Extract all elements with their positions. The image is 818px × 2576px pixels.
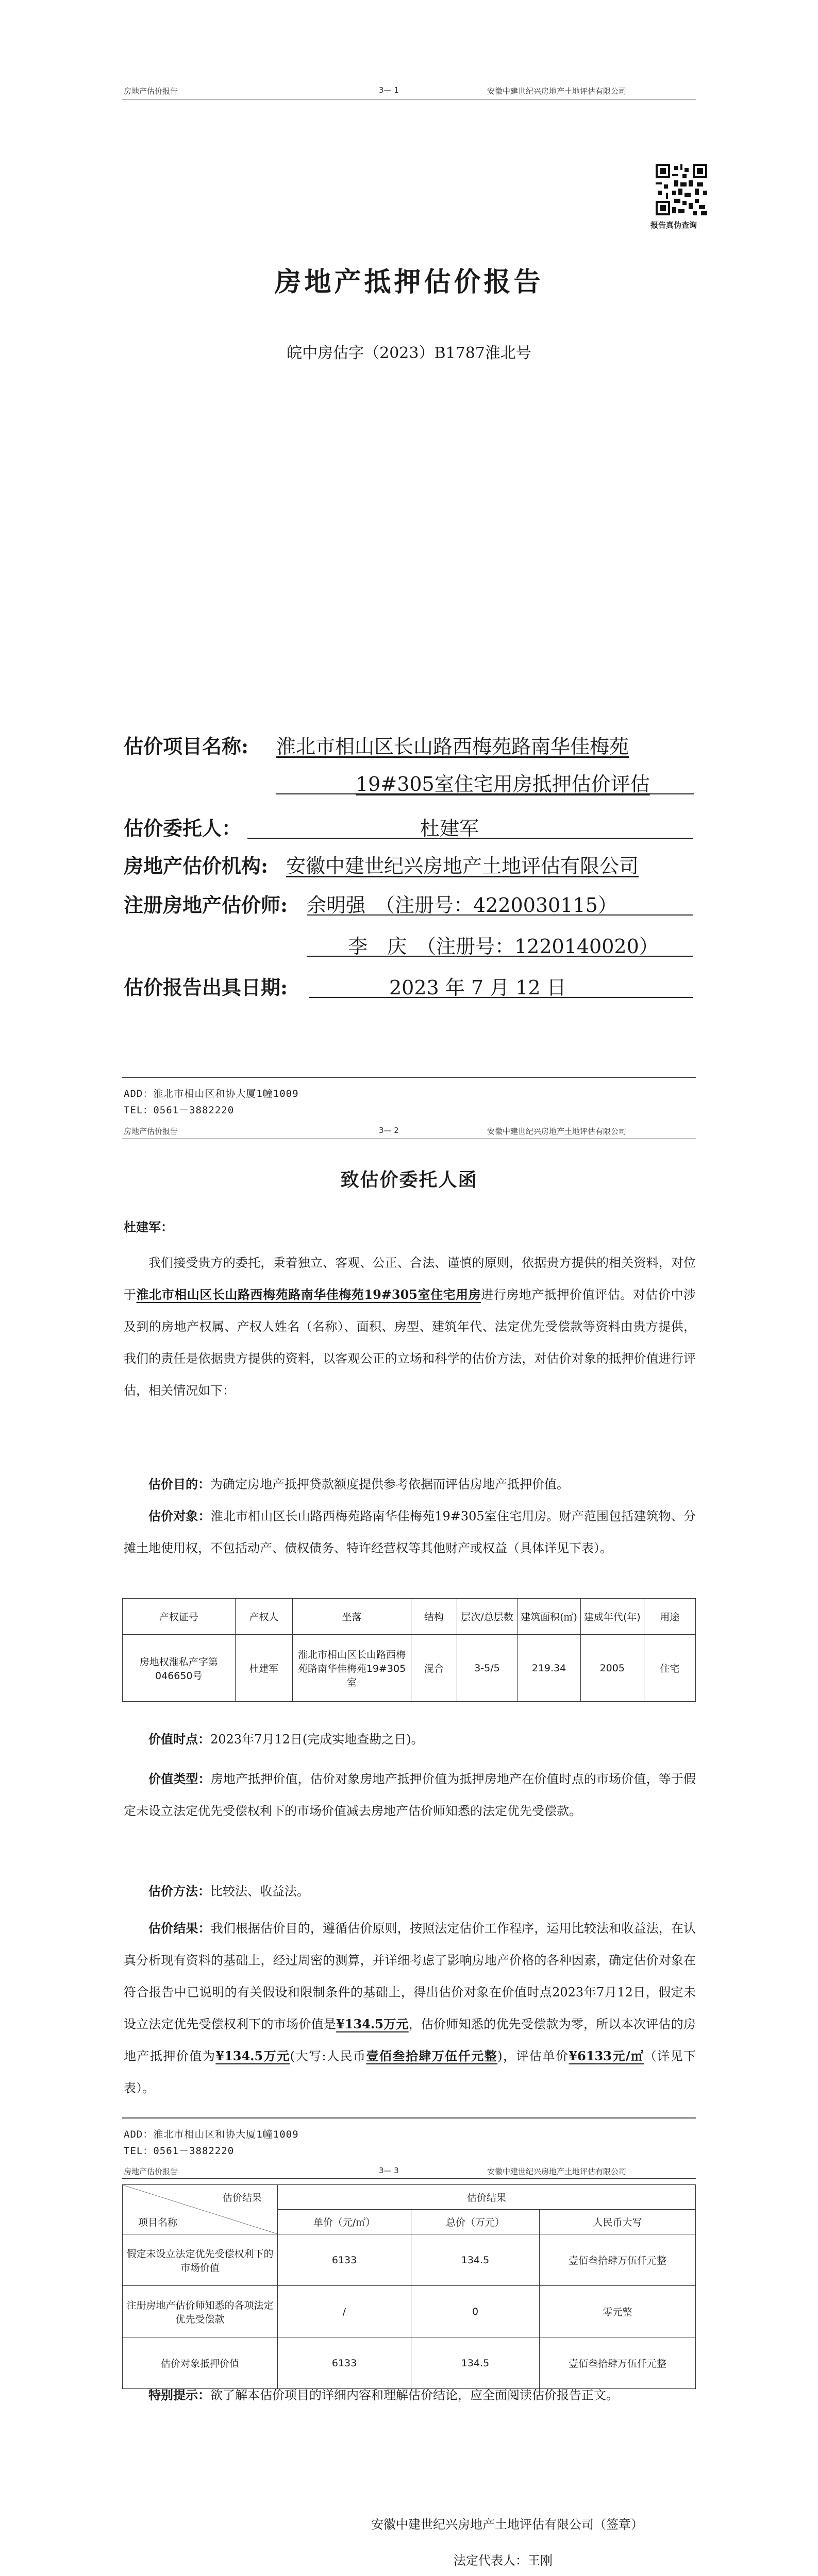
value-date-paragraph: 价值时点：2023年7月12日(完成实地查勘之日)。 <box>148 1732 424 1747</box>
method-paragraph: 估价方法：比较法、收益法。 <box>148 1884 309 1899</box>
page1-footer-rule <box>122 1077 696 1078</box>
row-total: 134.5 <box>411 2337 540 2389</box>
client-value: 杜建军 <box>420 817 479 840</box>
page2-footer-rule <box>122 2117 696 2119</box>
report-date-underline <box>309 997 693 998</box>
row-chinese: 零元整 <box>540 2286 696 2337</box>
th-year: 建成年代(年) <box>580 1599 644 1635</box>
page2-footer-tel: TEL：0561－3882220 <box>124 2145 235 2157</box>
row-unit: 6133 <box>278 2337 411 2389</box>
page3-header-page: 3— 3 <box>379 2166 399 2175</box>
row-chinese: 壹佰叁拾肆万伍仟元整 <box>540 2337 696 2389</box>
row-name: 估价对象抵押价值 <box>123 2337 278 2389</box>
page1-footer-tel: TEL：0561－3882220 <box>124 1105 235 1116</box>
report-date-label: 估价报告出具日期: <box>124 976 288 999</box>
th-structure: 结构 <box>411 1599 457 1635</box>
qr-caption: 报告真伪查询 <box>650 221 697 230</box>
page2-header-right: 安徽中建世纪兴房地产土地评估有限公司 <box>487 1127 627 1136</box>
th-area: 建筑面积(㎡) <box>517 1599 581 1635</box>
diagonal-bottom-label: 项目名称 <box>138 2217 178 2228</box>
row-unit: / <box>278 2286 411 2337</box>
appraiser-1: 余明强 （注册号：4220030115） <box>307 894 617 917</box>
diagonal-header-cell <box>123 2185 278 2234</box>
client-underline <box>247 838 693 839</box>
th-use: 用途 <box>644 1599 695 1635</box>
th-location: 坐落 <box>293 1599 411 1635</box>
th-floors: 层次/总层数 <box>457 1599 517 1635</box>
letter-salutation: 杜建军： <box>124 1219 173 1234</box>
appraiser-label: 注册房地产估价师: <box>124 893 288 917</box>
page1-header-right: 安徽中建世纪兴房地产土地评估有限公司 <box>487 87 627 96</box>
letter-heading: 致估价委托人函 <box>340 1169 478 1191</box>
appraiser-2: 李 庆 （注册号：1220140020） <box>348 935 659 958</box>
row-total: 134.5 <box>411 2234 540 2286</box>
cell-cert: 房地权淮私产字第046650号 <box>123 1635 236 1702</box>
company-signature: 安徽中建世纪兴房地产土地评估有限公司（签章） <box>371 2517 643 2532</box>
project-name-label: 估价项目名称: <box>124 735 249 758</box>
col-total-price: 总价（万元） <box>411 2210 540 2234</box>
result-summary-table <box>122 2184 696 2389</box>
project-name-line2: 19#305室住宅用房抵押估价评估 <box>356 773 650 795</box>
page1-footer-address: ADD：淮北市相山区和协大厦1幢1009 <box>124 1088 299 1099</box>
cell-location: 淮北市相山区长山路西梅苑路南华佳梅苑19#305室 <box>293 1635 411 1702</box>
object-paragraph: 估价对象：淮北市相山区长山路西梅苑路南华佳梅苑19#305室住宅用房。财产范围包括建筑物、分摊土地使用权，不包括动产、债权债务、特许经营权等其他财产或权益（具体详见下表）。 <box>124 1509 696 1555</box>
cell-use: 住宅 <box>644 1635 695 1702</box>
qr-code-icon[interactable] <box>656 164 707 215</box>
page3-header-left: 房地产估价报告 <box>124 2167 178 2176</box>
page2-header-page: 3— 2 <box>379 1126 399 1135</box>
result-paragraph: 估价结果：我们根据估价目的，遵循估价原则，按照法定估价工作程序，运用比较法和收益法，在认真分析现有资料的基础上，经过周密的测算，并详细考虑了影响房地产价格的各种因素，确定估价对象在符合报告中已说明的有关假设和限制条件的基础上，得出估价对象在价值时点2023年7月12日，假定未设立法定优先受偿权利下的市场价值是¥134.5万元，估价师知悉的优先受偿款为零，所以本次评估的房地产抵押价值为¥134.5万元(大写:人民币壹佰叁拾肆万伍仟元整)，评估单价¥6133元/㎡（详见下表）。 <box>124 1921 696 2095</box>
row-chinese: 壹佰叁拾肆万伍仟元整 <box>540 2234 696 2286</box>
diagonal-top-label: 估价结果 <box>222 2192 262 2204</box>
th-cert: 产权证号 <box>123 1599 236 1635</box>
row-unit: 6133 <box>278 2234 411 2286</box>
row-total: 0 <box>411 2286 540 2337</box>
page1-header-left: 房地产估价报告 <box>124 87 178 96</box>
client-label: 估价委托人： <box>124 817 242 840</box>
purpose-paragraph: 估价目的：为确定房地产抵押贷款额度提供参考依据而评估房地产抵押价值。 <box>148 1477 569 1492</box>
project-name-underline <box>276 793 694 794</box>
agency-value: 安徽中建世纪兴房地产土地评估有限公司 <box>286 855 639 877</box>
cell-structure: 混合 <box>411 1635 457 1702</box>
legal-representative: 法定代表人：王刚 <box>454 2553 553 2568</box>
row-name: 假定未设立法定优先受偿权利下的市场价值 <box>123 2234 278 2286</box>
summary-group-header: 估价结果 <box>278 2185 696 2210</box>
table-row <box>123 1635 696 1702</box>
cell-area: 219.34 <box>517 1635 581 1702</box>
table-row <box>123 2234 696 2286</box>
col-unit-price: 单价（元/㎡） <box>278 2210 411 2234</box>
cell-floors: 3-5/5 <box>457 1635 517 1702</box>
page3-header-right: 安徽中建世纪兴房地产土地评估有限公司 <box>487 2167 627 2176</box>
page3-header-rule <box>122 2178 696 2179</box>
table-row <box>123 2286 696 2337</box>
cell-owner: 杜建军 <box>235 1635 293 1702</box>
th-owner: 产权人 <box>235 1599 293 1635</box>
property-table <box>122 1598 696 1702</box>
value-type-paragraph: 价值类型：房地产抵押价值，估价对象房地产抵押价值为抵押房地产在价值时点的市场价值，等于假定未设立法定优先受偿权利下的市场价值减去房地产估价师知悉的法定优先受偿款。 <box>124 1771 696 1818</box>
special-tip-paragraph: 特别提示：欲了解本估价项目的详细内容和理解估价结论，应全面阅读估价报告正文。 <box>148 2387 619 2402</box>
project-name-line1: 淮北市相山区长山路西梅苑路南华佳梅苑 <box>276 735 629 758</box>
appraiser-2-underline <box>307 956 693 957</box>
report-title: 房地产抵押估价报告 <box>274 266 544 298</box>
page2-footer-address: ADD：淮北市相山区和协大厦1幢1009 <box>124 2129 299 2140</box>
row-name: 注册房地产估价师知悉的各项法定优先受偿款 <box>123 2286 278 2337</box>
page2-header-left: 房地产估价报告 <box>124 1127 178 1136</box>
report-date-value: 2023 年 7 月 12 日 <box>389 976 566 999</box>
property-table-header <box>123 1599 696 1635</box>
document-number: 皖中房估字（2023）B1787淮北号 <box>287 344 531 362</box>
letter-intro: 我们接受贵方的委托，秉着独立、客观、公正、合法、谨慎的原则，依据贵方提供的相关资料，对位于淮北市相山区长山路西梅苑路南华佳梅苑19#305室住宅用房进行房地产抵押价值评估。对估价中涉及到的房地产权属、产权人姓名（名称）、面积、房型、建筑年代、法定优先受偿款等资料由贵方提供，我们的责任是依据贵方提供的资料，以客观公正的立场和科学的估价方法，对估价对象的抵押价值进行评估，相关情况如下： <box>124 1256 696 1398</box>
page1-header-page: 3— 1 <box>379 86 399 95</box>
summary-header-row <box>123 2185 696 2210</box>
col-chinese-amount: 人民币大写 <box>540 2210 696 2234</box>
appraiser-1-underline <box>307 914 693 916</box>
cell-year: 2005 <box>580 1635 644 1702</box>
agency-label: 房地产估价机构: <box>124 854 269 877</box>
